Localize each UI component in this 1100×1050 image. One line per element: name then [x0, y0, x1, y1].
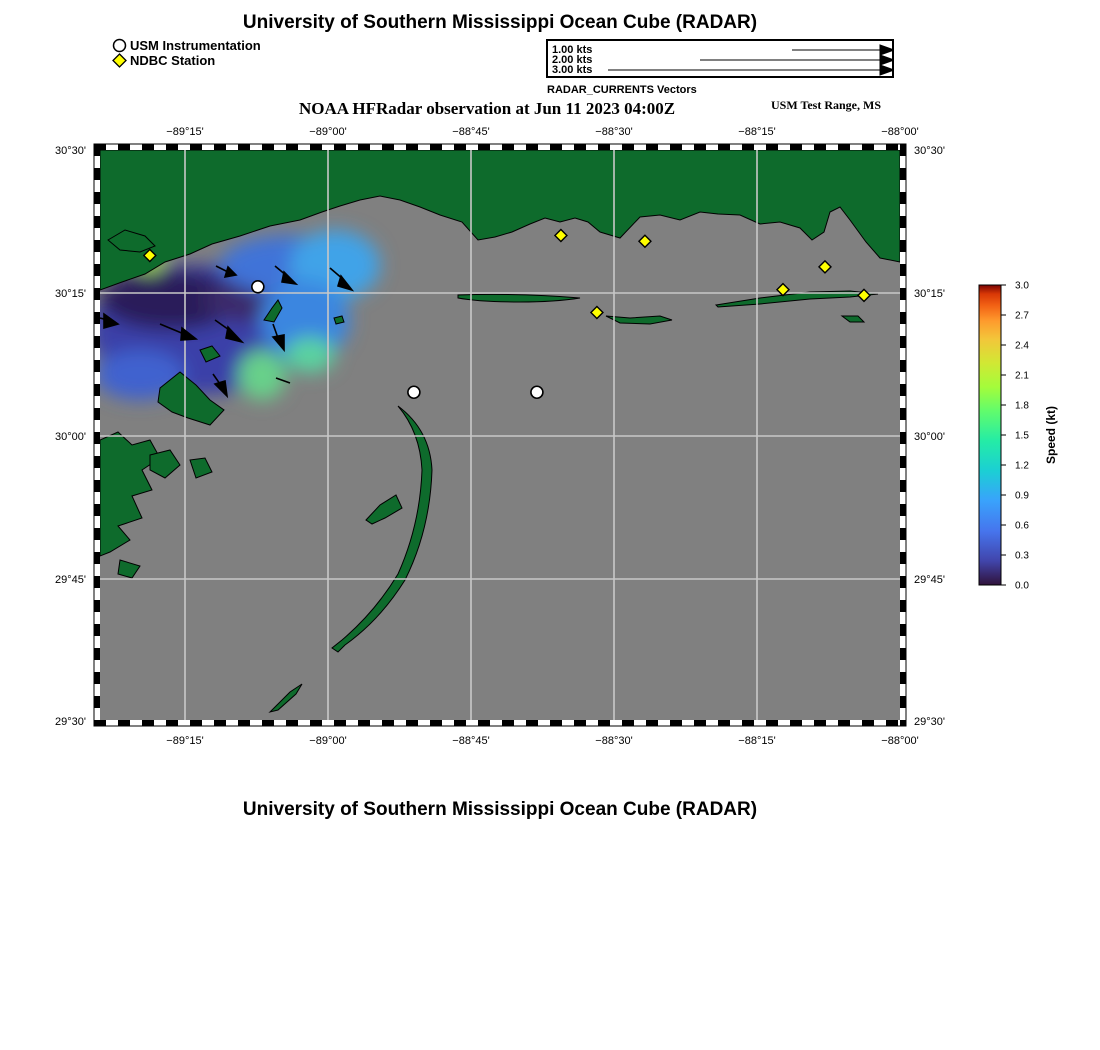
colorbar-tick-label: 2.4 [1015, 340, 1029, 352]
vector-key-row-2: 2.00 kts [552, 54, 593, 66]
map-region-label: USM Test Range, MS [771, 98, 882, 112]
lat-tick-left: 30°30' [55, 145, 86, 157]
lon-tick-bottom: −88°45' [452, 735, 490, 747]
colorbar-tick-label: 0.3 [1015, 550, 1029, 562]
usm-site-marker [531, 386, 543, 398]
lon-tick-top: −88°00' [881, 126, 919, 138]
map-frame-bottom [94, 720, 906, 726]
lon-tick-bottom: −88°00' [881, 735, 919, 747]
second-page-title: University of Southern Mississippi Ocean Cube (RADAR) [242, 799, 758, 820]
lon-tick-bottom: −88°30' [595, 735, 633, 747]
lat-tick-left: 29°45' [55, 574, 86, 586]
map-frame-right [900, 144, 906, 726]
lon-tick-bottom: −89°15' [166, 735, 204, 747]
colorbar-label: Speed (kt) [1044, 405, 1058, 465]
lat-tick-left: 30°00' [55, 431, 86, 443]
vector-key-row-1: 1.00 kts [552, 44, 593, 56]
colorbar-tick-label: 1.5 [1015, 430, 1029, 442]
lat-tick-right: 30°30' [914, 145, 945, 157]
lon-tick-top: −88°30' [595, 126, 633, 138]
map-subtitle: NOAA HFRadar observation at Jun 11 2023 04:00Z [299, 99, 676, 118]
map-frame-top [94, 144, 906, 150]
lat-tick-right: 30°15' [914, 288, 945, 300]
lat-tick-right: 29°45' [914, 574, 945, 586]
colorbar-tick-label: 1.2 [1015, 460, 1029, 472]
map-frame-left [94, 144, 100, 726]
colorbar-tick-label: 2.1 [1015, 370, 1029, 382]
lat-tick-left: 29°30' [55, 716, 86, 728]
usm-site-marker [252, 281, 264, 293]
lon-tick-top: −89°00' [309, 126, 347, 138]
lon-tick-top: −89°15' [166, 126, 204, 138]
colorbar-ticks [1001, 281, 1029, 592]
colorbar-tick-label: 0.6 [1015, 520, 1029, 532]
vector-key-caption: RADAR_CURRENTS Vectors [547, 84, 697, 96]
colorbar [979, 285, 1001, 585]
lon-tick-bottom: −89°00' [309, 735, 347, 747]
lon-tick-bottom: −88°15' [738, 735, 776, 747]
colorbar-tick-label: 0.0 [1015, 580, 1029, 592]
lon-tick-top: −88°45' [452, 126, 490, 138]
legend-usm-label: USM Instrumentation [130, 38, 261, 53]
colorbar-tick-label: 0.9 [1015, 490, 1029, 502]
lat-tick-right: 30°00' [914, 431, 945, 443]
lat-tick-right: 29°30' [914, 716, 945, 728]
vector-key-row-3: 3.00 kts [552, 64, 593, 76]
colorbar-tick-label: 2.7 [1015, 310, 1029, 322]
usm-site-marker [408, 386, 420, 398]
page-title: University of Southern Mississippi Ocean Cube (RADAR) [242, 12, 758, 33]
colorbar-tick-label: 1.8 [1015, 400, 1029, 412]
lat-tick-left: 30°15' [55, 288, 86, 300]
colorbar-tick-label: 3.0 [1015, 280, 1029, 292]
legend-ndbc-label: NDBC Station [130, 53, 216, 68]
lon-tick-top: −88°15' [738, 126, 776, 138]
